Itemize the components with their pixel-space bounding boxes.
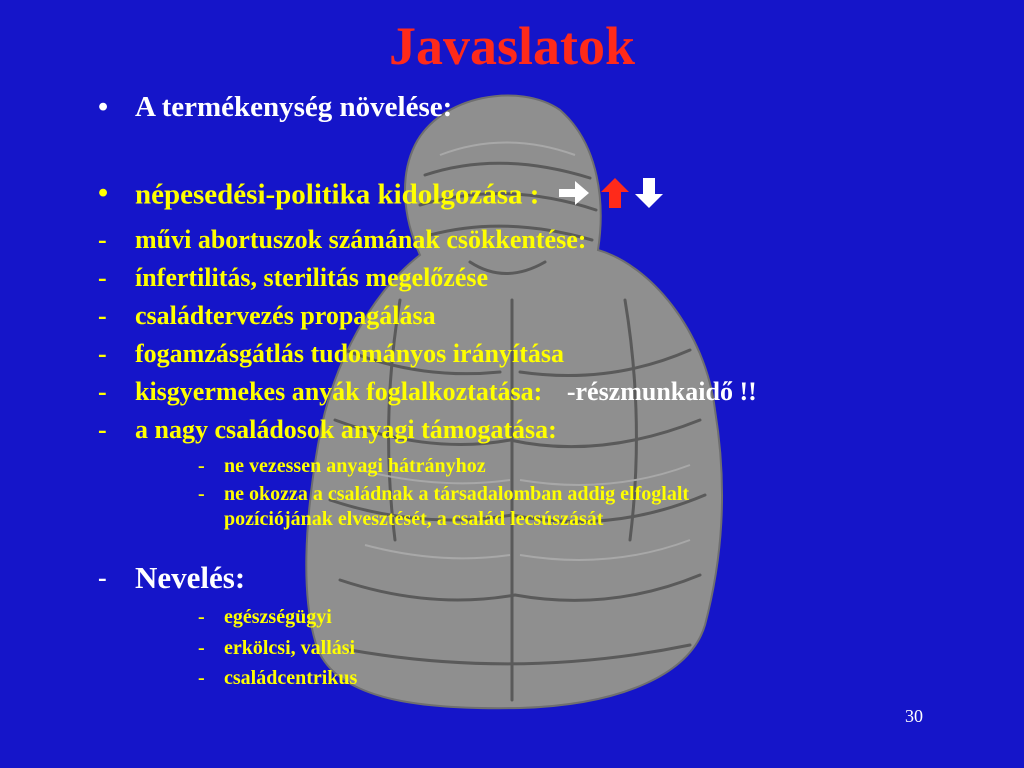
- arrow-up-icon: [601, 178, 629, 208]
- dash-marker: -: [98, 225, 107, 254]
- item-text: családcentrikus: [224, 667, 358, 689]
- item-text: fogamzásgátlás tudományos irányítása: [135, 339, 565, 368]
- item-suffix: -részmunkaidő !!: [566, 377, 757, 406]
- item-text: családtervezés propagálása: [135, 301, 436, 330]
- dash-marker: -: [198, 667, 205, 689]
- item-text: művi abortuszok számának csökkentése:: [135, 225, 587, 254]
- dash-marker: -: [98, 339, 107, 368]
- dash-marker: -: [198, 483, 205, 505]
- item-text: egészségügyi: [224, 606, 332, 628]
- arrow-right-icon: [559, 181, 589, 205]
- dash-marker: -: [98, 563, 107, 592]
- dash-marker: -: [98, 415, 107, 444]
- item-text: népesedési-politika kidolgozása :: [135, 178, 540, 211]
- dash-marker: -: [198, 455, 205, 477]
- item-text: Nevelés:: [135, 560, 246, 595]
- dash-marker: -: [198, 637, 205, 659]
- item-text: A termékenység növelése:: [135, 91, 453, 123]
- slide-title: Javaslatok: [388, 16, 636, 76]
- dash-marker: -: [98, 301, 107, 330]
- dash-marker: -: [198, 606, 205, 628]
- list-item-continuation: pozíciójának elvesztését, a család lecsúszását: [224, 508, 604, 530]
- dash-marker: -: [98, 377, 107, 406]
- bullet-marker: •: [98, 177, 109, 209]
- page-number: 30: [905, 706, 923, 726]
- item-text: ne okozza a családnak a társadalomban addig elfoglalt: [224, 483, 690, 505]
- arrow-down-icon: [635, 178, 663, 208]
- dash-marker: -: [98, 263, 107, 292]
- bullet-marker: •: [98, 91, 109, 123]
- item-text: ínfertilitás, sterilitás megelőzése: [135, 263, 489, 292]
- item-text: kisgyermekes anyák foglalkoztatása:: [135, 377, 543, 406]
- item-text: a nagy családosok anyagi támogatása:: [135, 415, 557, 444]
- arrow-group: [557, 176, 677, 218]
- item-text: ne vezessen anyagi hátrányhoz: [224, 455, 486, 477]
- item-text: erkölcsi, vallási: [224, 637, 356, 659]
